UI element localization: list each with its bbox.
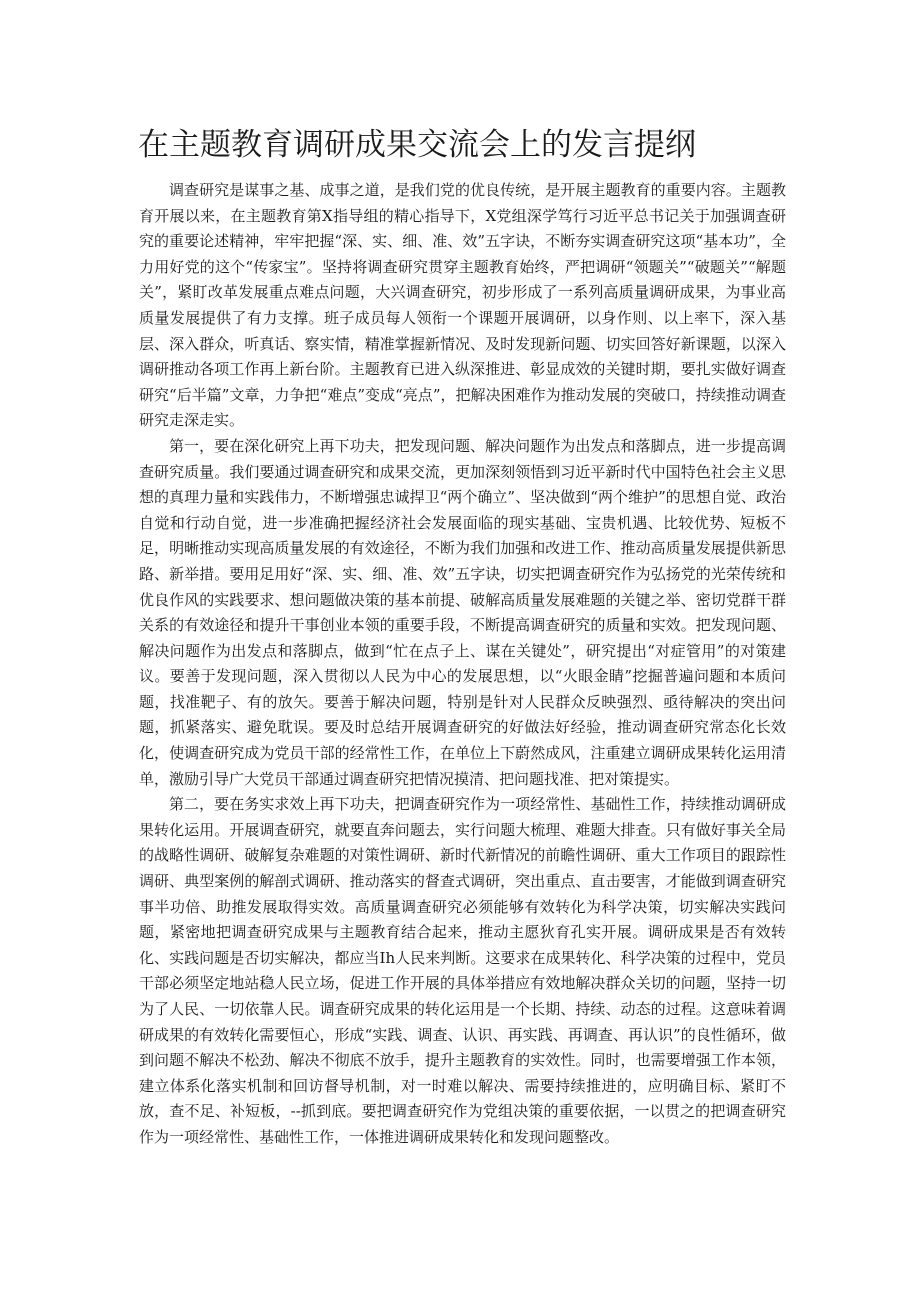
paragraph-intro: 调查研究是谋事之基、成事之道，是我们党的优良传统，是开展主题教育的重要内容。主题教育开展以来，在主题教育第X指导组的精心指导下，X党组深学笃行习近平总书记关于加强调查研究的重要论述精神，牢牢把握“深、实、细、准、效”五字诀，不断夯实调查研究这项“基本功”，全力用好党的这个“传家宝”。坚持将调查研究贯穿主题教育始终，严把调研“领题关”“破题关”“解题关”，紧盯改革发展重点难点问题，大兴调查研究，初步形成了一系列高质量调研成果，为事业高质量发展提供了有力支撑。班子成员每人领衔一个课题开展调研，以身作则、以上率下，深入基层、深入群众，听真话、察实情，精准掌握新情况、及时发现新问题、切实回答好新课题，以深入调研推动各项工作再上新台阶。主题教育已进入纵深推进、彰显成效的关键时期，要扎实做好调查研究“后半篇”文章，力争把“难点”变成“亮点”，把解决困难作为推动发展的突破口，持续推动调查研究走深走实。 bbox=[139, 181, 786, 430]
document-body bbox=[139, 178, 786, 1151]
paragraph-first: 第一，要在深化研究上再下功夫，把发现问题、解决问题作为出发点和落脚点，进一步提高调查研究质量。我们要通过调查研究和成果交流，更加深刻领悟到习近平新时代中国特色社会主义思想的真理力量和实践伟力，不断增强忠诚捍卫“两个确立”、坚决做到“两个维护”的思想自觉、政治自觉和行动自觉，进一步准确把握经济社会发展面临的现实基础、宝贵机遇、比较优势、短板不足，明晰推动实现高质量发展的有效途径，不断为我们加强和改进工作、推动高质量发展提供新思路、新举措。要用足用好“深、实、细、准、效”五字诀，切实把调查研究作为弘扬党的光荣传统和优良作风的实践要求、想问题做决策的基本前提、破解高质量发展难题的关键之举、密切党群干群关系的有效途径和提升干事创业本领的重要手段，不断提高调查研究的质量和实效。把发现问题、解决问题作为出发点和落脚点，做到“忙在点子上、谋在关键处”，研究提出“对症管用”的对策建议。要善于发现问题，深入贯彻以人民为中心的发展思想，以“火眼金睛”挖掘普遍问题和本质问题，找准靶子、有的放矢。要善于解决问题，特别是针对人民群众反映强烈、亟待解决的突出问题，抓紧落实、避免耽误。要及时总结开展调查研究的好做法好经验，推动调查研究常态化长效化，使调查研究成为党员干部的经常性工作，在单位上下蔚然成风，注重建立调研成果转化运用清单，激励引导广大党员干部通过调查研究把情况摸清、把问题找准、把对策提实。 bbox=[139, 436, 786, 788]
document-title: 在主题教育调研成果交流会上的发言提纲 bbox=[138, 127, 696, 163]
paragraph-second: 第二，要在务实求效上再下功夫，把调查研究作为一项经常性、基础性工作，持续推动调研成果转化运用。开展调查研究，就要直奔问题去，实行问题大梳理、难题大排查。只有做好事关全局的战略性调研、破解复杂难题的对策性调研、新时代新情况的前瞻性调研、重大工作项目的跟踪性调研、典型案例的解剖式调研、推动落实的督查式调研，突出重点、直击要害，才能做到调查研究事半功倍、助推发展取得实效。高质量调查研究必须能够有效转化为科学决策，切实解决实践问题，紧密地把调查研究成果与主题教育结合起来，推动主愿狄育孔实开展。调研成果是否有效转化、实践问题是否切实解决，都应当Ih人民来判断。这要求在成果转化、科学决策的过程中，党员干部必须坚定地站稳人民立场，促进工作开展的具体举措应有效地解决群众关切的问题，坚持一切为了人民、一切依靠人民。调查研究成果的转化运用是一个长期、持续、动态的过程。这意味着调研成果的有效转化需要恒心，形成“实践、调查、认识、再实践、再调查、再认识”的良性循环，做到问题不解决不松劲、解决不彻底不放手，提升主题教育的实效性。同时，也需要增强工作本领，建立体系化落实机制和回访督导机制，对一时难以解决、需要持续推进的，应明确目标、紧盯不放，查不足、补短板，--抓到底。要把调查研究作为党组决策的重要依据，一以贯之的把调查研究作为一项经常性、基础性工作，一体推进调研成果转化和发现问题整改。 bbox=[139, 795, 786, 1146]
